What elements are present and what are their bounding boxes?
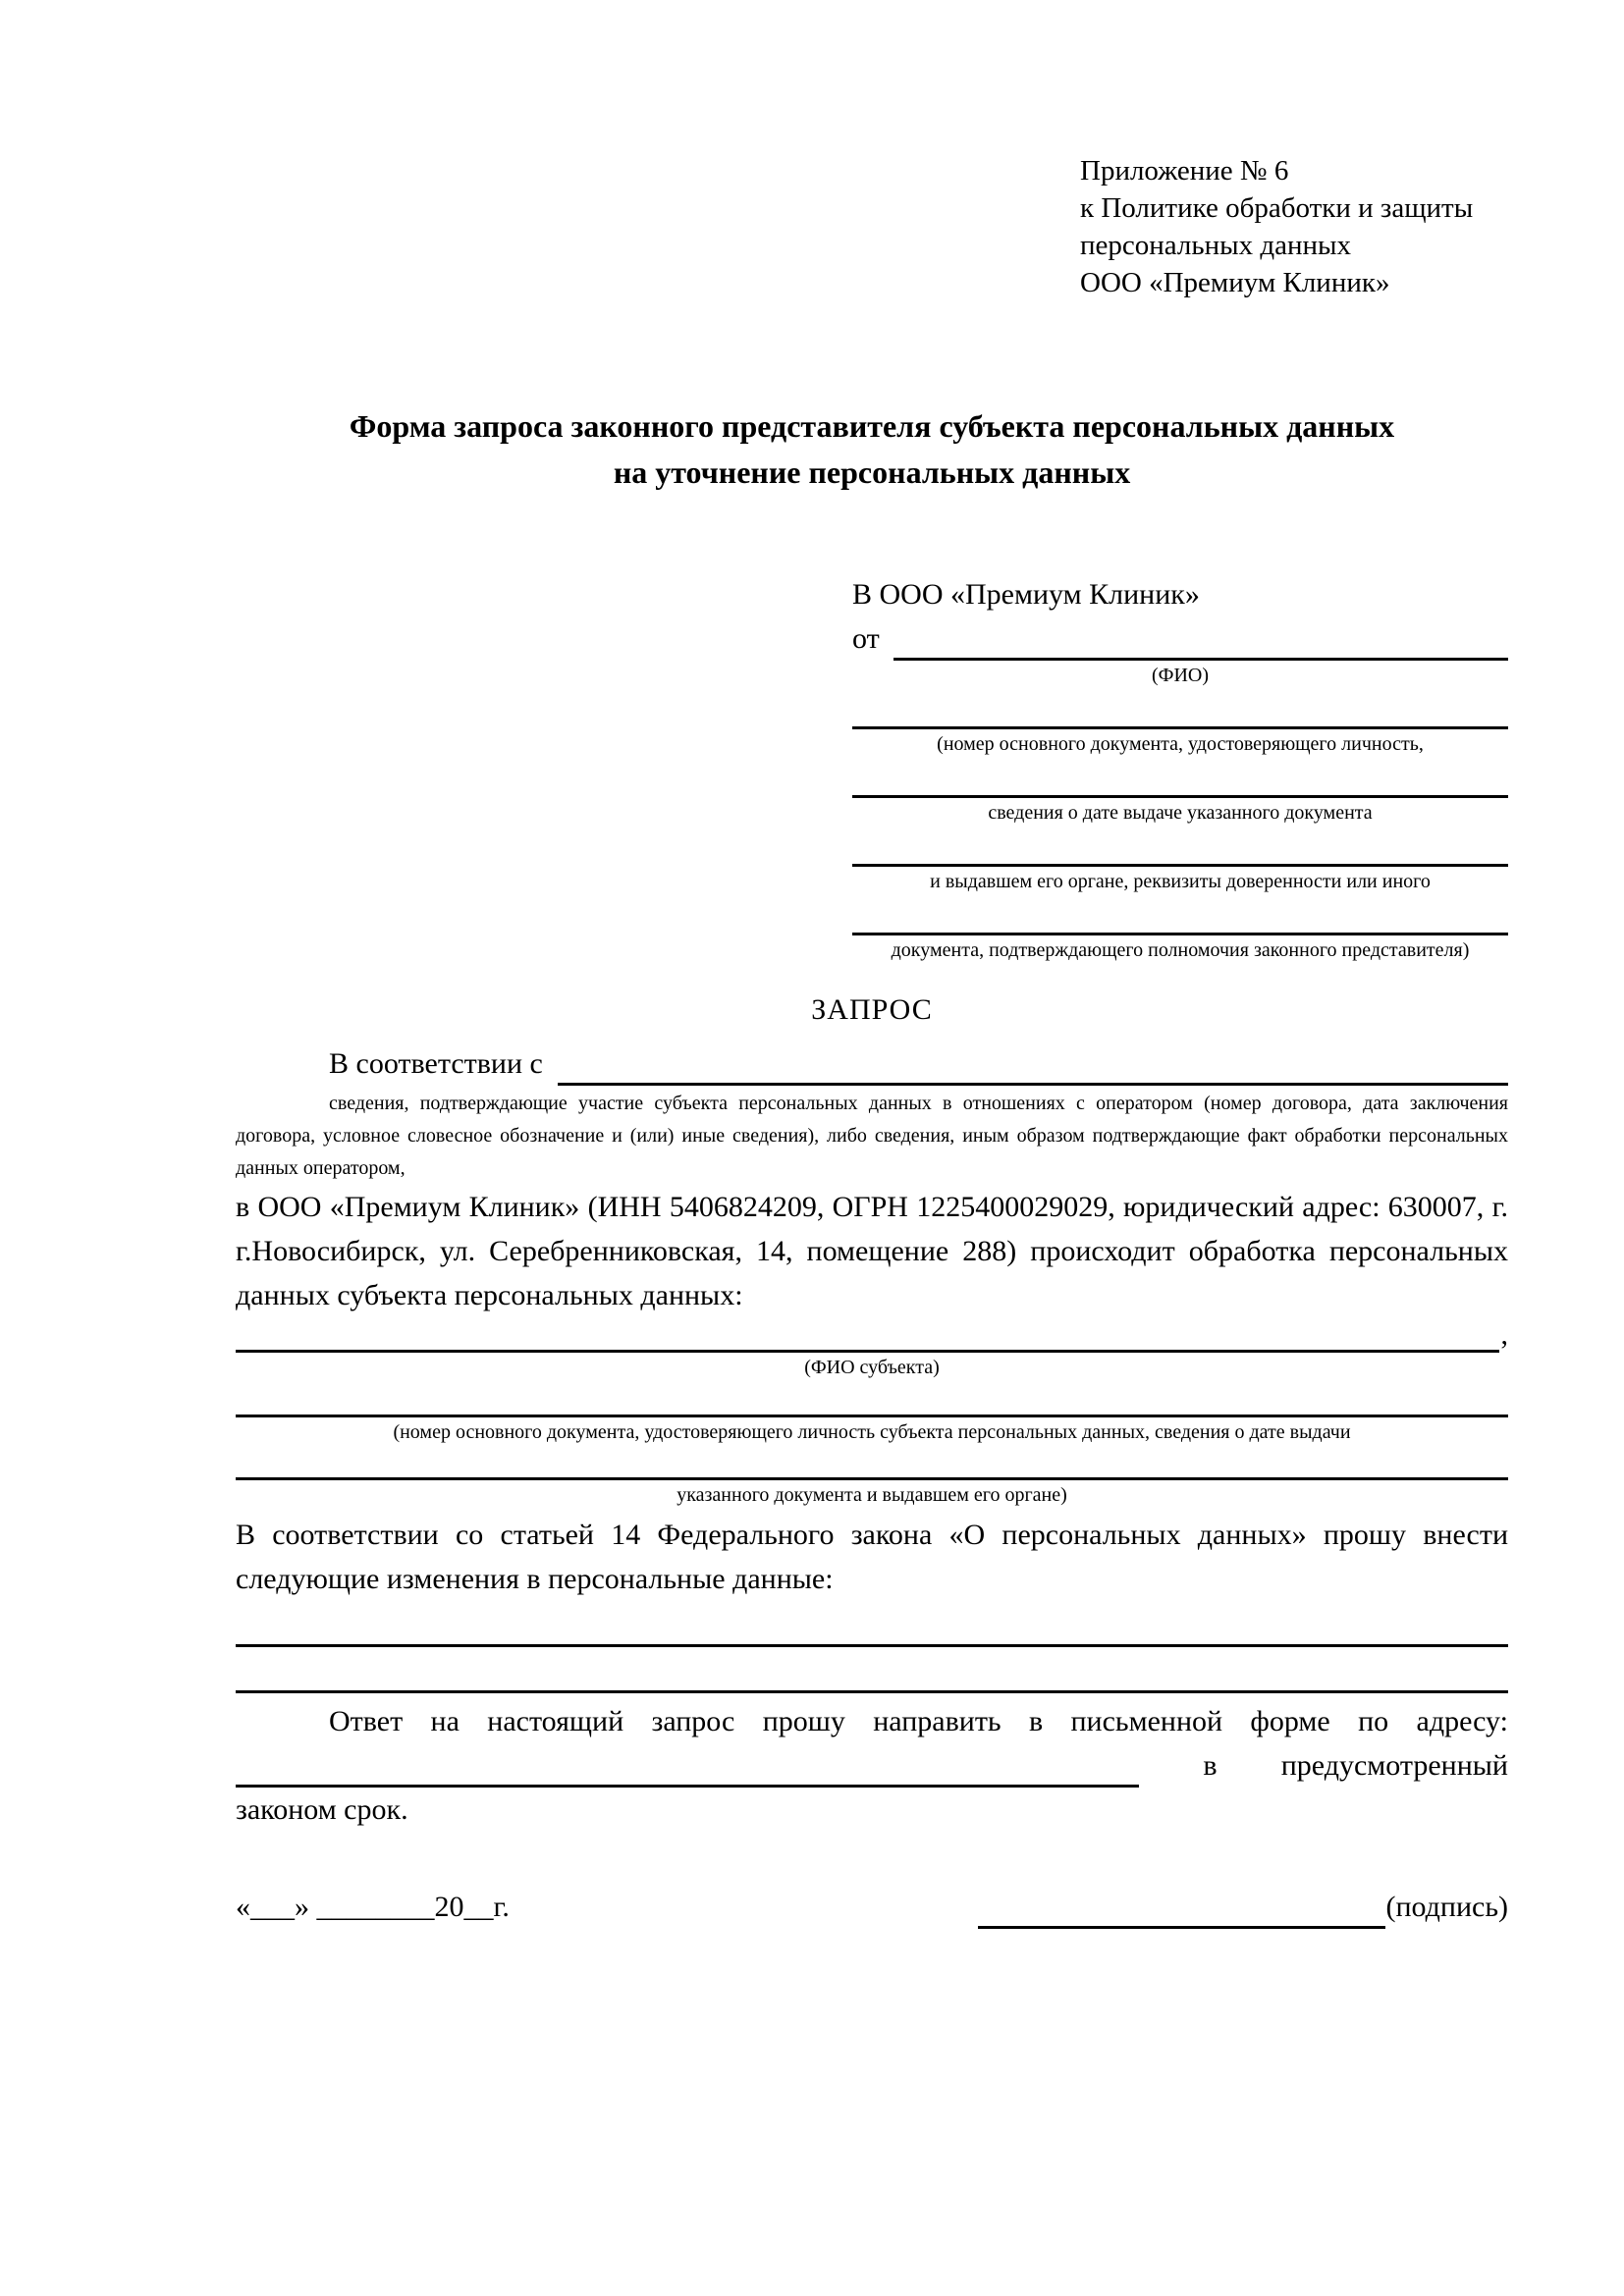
fill-in-line-changes-2 xyxy=(236,1647,1508,1693)
representative-line-caption: сведения о дате выдаче указанного документа xyxy=(988,802,1373,824)
fill-in-line-relation-basis xyxy=(558,1045,1508,1086)
fill-in-line-issuing-authority xyxy=(852,825,1508,867)
fill-in-line-subject-document-2 xyxy=(236,1444,1508,1480)
footnote-text: сведения, подтверждающие участие субъекта персональных данных в отношениях с оператором (номер договора, дата заключения договора, условное словесное обозначение и (или) иные сведения), либо сведения, иным образом подтверждающие факт обработки персональных данных оператором, xyxy=(236,1093,1508,1179)
operator-paragraph: в ООО «Премиум Клиник» (ИНН 5406824209, ОГРН 1225400029029, юридический адрес: 630007, г. г.Новосибирск, ул. Серебренниковская, 14, помещение 288) происходит обработка персональных данных субъекта персональных данных: xyxy=(236,1191,1508,1311)
subject-document-caption: (номер основного документа, удостоверяющего личность субъекта персональных данных, сведения о дате выдачи xyxy=(393,1421,1351,1443)
form-title-line-2: на уточнение персональных данных xyxy=(613,454,1131,490)
signature-caption: (подпись) xyxy=(1385,1891,1508,1923)
trailing-comma: , xyxy=(1500,1318,1508,1351)
form-title xyxy=(236,403,1508,496)
law-paragraph: В соответствии со статьей 14 Федерального закона «О персональных данных» прошу внести следующие изменения в персональные данные: xyxy=(236,1519,1508,1595)
subject-document-caption-2: указанного документа и выдавшем его органе) xyxy=(677,1484,1067,1506)
answer-paragraph-line-3: законом срок. xyxy=(236,1793,408,1826)
form-title-line-1: Форма запроса законного представителя субъекта персональных данных xyxy=(349,408,1395,444)
answer-paragraph-line-1: Ответ на настоящий запрос прошу направить в письменной форме по адресу: xyxy=(329,1705,1508,1737)
subject-fio-caption: (ФИО субъекта) xyxy=(804,1357,940,1378)
answer-word-predusmotrenny: предусмотренный xyxy=(1280,1749,1508,1782)
fill-in-line-authority-document xyxy=(852,893,1508,935)
fill-in-line-signature xyxy=(978,1889,1385,1929)
answer-paragraph-line-2 xyxy=(236,1743,1508,1788)
representative-line-caption: документа, подтверждающего полномочия законного представителя) xyxy=(891,939,1470,961)
date-placeholder: «___» ________20__г. xyxy=(236,1891,510,1923)
fill-in-line-answer-address xyxy=(236,1747,1139,1788)
appendix-header-line: Приложение № 6 xyxy=(1080,155,1289,187)
appendix-header-line: персональных данных xyxy=(1080,230,1352,261)
appendix-header xyxy=(1080,152,1508,301)
accordance-prefix: В соответствии с xyxy=(329,1047,543,1080)
subject-fio-row xyxy=(236,1317,1508,1353)
fill-in-line-subject-fio xyxy=(236,1324,1499,1353)
fill-in-line-subject-document xyxy=(236,1379,1508,1417)
fill-in-line-representative-document xyxy=(852,687,1508,729)
from-label: от xyxy=(852,622,880,655)
date-signature-row xyxy=(236,1885,1508,1929)
accordance-row xyxy=(236,1041,1508,1086)
addressee-to-line: В ООО «Премиум Клиник» xyxy=(852,578,1200,611)
request-heading: ЗАПРОС xyxy=(811,993,933,1026)
fill-in-line-document-issue-date xyxy=(852,756,1508,798)
representative-line-caption: (номер основного документа, удостоверяющего личность, xyxy=(937,733,1424,755)
fill-in-line-representative-fio xyxy=(893,620,1508,661)
representative-line-caption: и выдавшем его органе, реквизиты доверенности или иного xyxy=(930,871,1431,892)
fill-in-line-changes-1 xyxy=(236,1601,1508,1647)
addressee-from-row xyxy=(852,616,1508,661)
answer-word-v: в xyxy=(1203,1749,1218,1782)
appendix-header-line: к Политике обработки и защиты xyxy=(1080,192,1474,224)
fio-caption: (ФИО) xyxy=(1151,665,1209,686)
appendix-header-line: ООО «Премиум Клиник» xyxy=(1080,267,1390,298)
addressee-block xyxy=(852,572,1508,962)
signature-block xyxy=(978,1885,1508,1929)
